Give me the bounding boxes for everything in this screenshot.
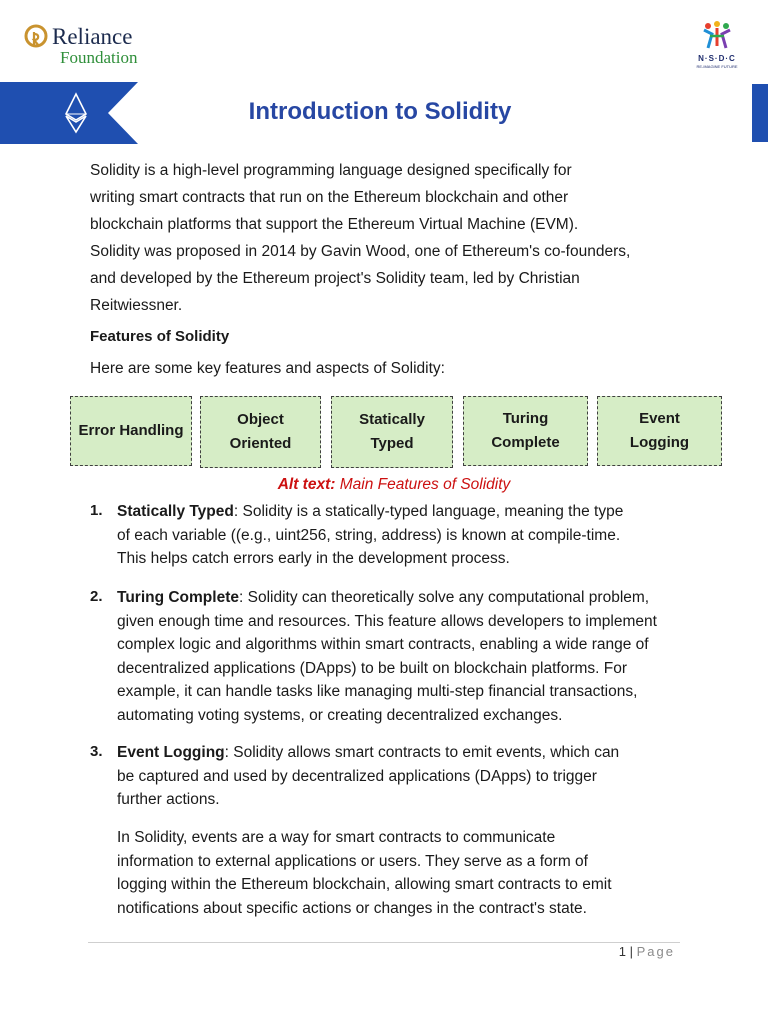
feature-box-label: Statically Typed xyxy=(359,411,425,452)
page-number: 1 xyxy=(618,944,626,959)
features-heading: Features of Solidity xyxy=(90,328,230,345)
list-item-turing-complete xyxy=(117,586,717,727)
page-label: Page xyxy=(636,944,675,959)
feature-box-turing-complete xyxy=(463,396,588,466)
list-item-text: automating voting systems, or creating decentralized exchanges. xyxy=(117,706,563,724)
page-separator: | xyxy=(629,944,633,959)
feature-box-label: Error Handling xyxy=(78,422,184,439)
title-accent-bar xyxy=(752,84,768,142)
nsdc-acronym: N·S·D·C xyxy=(698,54,736,63)
reliance-logo-icon xyxy=(24,24,48,54)
list-item-term: Turing Complete xyxy=(117,589,239,606)
title-banner xyxy=(0,82,138,144)
list-item-text: further actions. xyxy=(117,791,220,808)
list-item-text: : Solidity is a statically-typed language, meaning the type xyxy=(233,503,624,520)
list-item-text: of each variable ((e.g., uint256, string, address) is known at compile-time. xyxy=(117,526,621,544)
intro-line: Solidity was proposed in 2014 by Gavin Wood, one of Ethereum's co-founders, xyxy=(90,243,631,260)
list-item-statically-typed xyxy=(117,500,717,571)
list-number: 2. xyxy=(90,588,103,605)
list-item-text: : Solidity can theoretically solve any computational problem, xyxy=(239,589,650,606)
foundation-wordmark: Foundation xyxy=(60,48,138,67)
paragraph-line: notifications about specific actions or changes in the contract's state. xyxy=(117,899,587,917)
list-item-text: complex logic and algorithms within smart contracts, enabling a wide range of xyxy=(117,636,649,653)
paragraph-line: information to external applications or users. They serve as a form of xyxy=(117,852,588,870)
reliance-foundation-logo xyxy=(24,22,164,70)
feature-box-label: Turing Complete xyxy=(491,410,560,451)
paragraph-line: logging within the Ethereum blockchain, allowing smart contracts to emit xyxy=(117,876,612,893)
list-number: 3. xyxy=(90,743,103,760)
intro-line: writing smart contracts that run on the Ethereum blockchain and other xyxy=(90,189,569,206)
features-intro: Here are some key features and aspects of Solidity: xyxy=(90,360,445,377)
list-item-text: decentralized applications (DApps) to be built on blockchain platforms. For xyxy=(117,659,628,677)
list-item-text: be captured and used by decentralized applications (DApps) to trigger xyxy=(117,767,597,785)
footer-divider xyxy=(88,942,680,943)
feature-box-label: Event Logging xyxy=(629,410,690,451)
list-item-text: example, it can handle tasks like managing multi-step financial transactions, xyxy=(117,683,638,700)
alt-text-value: Main Features of Solidity xyxy=(339,476,511,493)
list-item-text: This helps catch errors early in the development process. xyxy=(117,550,510,567)
intro-line: Solidity is a high-level programming language designed specifically for xyxy=(90,162,572,179)
event-logging-paragraph xyxy=(117,826,717,920)
list-item-event-logging xyxy=(117,741,717,812)
page-title: Introduction to Solidity xyxy=(248,98,512,125)
paragraph-line: In Solidity, events are a way for smart contracts to communicate xyxy=(117,829,556,846)
feature-box-object-oriented xyxy=(200,396,321,468)
intro-line: Reitwiessner. xyxy=(90,297,183,314)
nsdc-tagline: RE-IMAGINE FUTURE xyxy=(696,64,738,69)
reliance-wordmark: Reliance xyxy=(52,24,133,49)
nsdc-logo xyxy=(688,20,746,76)
list-item-text: : Solidity allows smart contracts to emit events, which can xyxy=(224,744,620,761)
page-footer xyxy=(560,944,675,959)
nsdc-people-icon xyxy=(700,20,734,52)
list-item-text: given enough time and resources. This feature allows developers to implement xyxy=(117,612,657,630)
feature-box-event-logging xyxy=(597,396,722,466)
intro-line: blockchain platforms that support the Ethereum Virtual Machine (EVM). xyxy=(90,216,579,233)
intro-paragraph xyxy=(90,157,690,319)
alt-text-caption xyxy=(0,476,768,494)
list-item-term: Event Logging xyxy=(117,744,225,761)
feature-box-error-handling xyxy=(70,396,192,466)
intro-line: and developed by the Ethereum project's Solidity team, led by Christian xyxy=(90,270,580,287)
list-number: 1. xyxy=(90,502,103,519)
list-item-term: Statically Typed xyxy=(117,503,234,520)
alt-text-label: Alt text: xyxy=(277,476,336,493)
feature-box-label: Object Oriented xyxy=(229,411,292,452)
feature-box-statically-typed xyxy=(331,396,453,468)
